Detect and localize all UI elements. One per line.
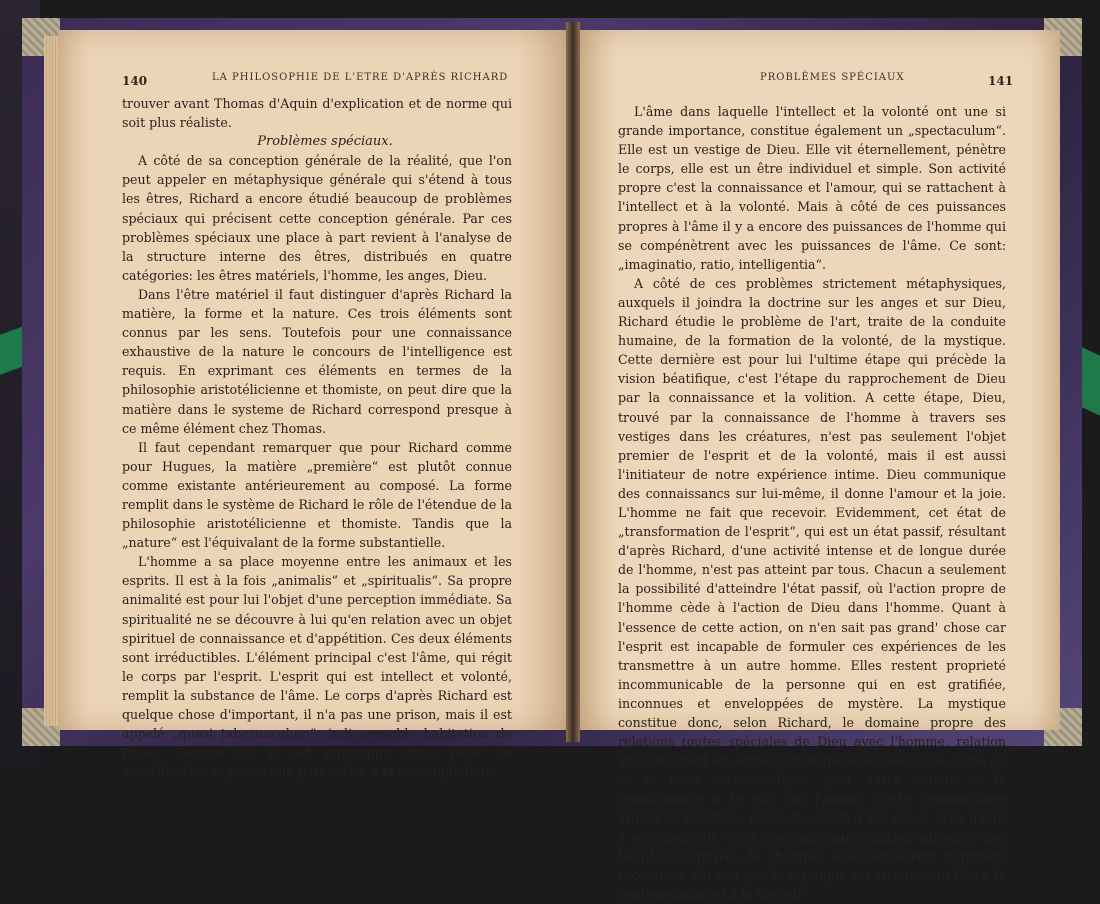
- left-paragraph: A côté de sa conception générale de la réalité, que l'on peut appeler en métaphysique générale qui s'étend à tous les êtres, Richard a encore étudié beaucoup de problèmes spéciaux qui précisent cette conception générale. Par ces problèmes spéciaux une place à part revient à l'analyse de la structure interne des êtres, distribués en quatre catégories: les êtres matériels, l'homme, les anges, Dieu.: [122, 153, 512, 283]
- left-paragraph: L'homme a sa place moyenne entre les animaux et les esprits. Il est à la fois „animalis“ et „spiritualis“. Sa propre animalité est pour lui l'objet d'une perception immédiate. Sa spiritualité ne se découvre à lui qu'en relation avec un objet spirituel de connaissance et d'appétition. Ces deux éléments sont irréductibles. L'élément principal c'est l'âme, qui régit le corps par l'esprit. L'esprit qui est intellect et volonté, remplit la substance de l'âme. Le corps d'après Richard est quelque chose d'important, il n'a pas une prison, mais il est appelé „quasi tabernaculum“, indispensable habitation de l'âme. Comme tel il est enveloppé dans l'état de sanctification et prend une part active à la contemplation.: [122, 554, 512, 780]
- left-paragraph: Il faut cependant remarquer que pour Richard comme pour Hugues, la matière „première“ est plutôt connue comme existante antérieurement au composé. La forme remplit dans le système de Richard le rôle de l'étendue de la philosophie aristotélicienne et thomiste. Tandis que la „nature“ est l'équivalant de la forme substantielle.: [122, 439, 512, 551]
- right-paragraph: A côté de ces problèmes strictement métaphysiques, auxquels il joindra la doctrine sur les anges et sur Dieu, Richard étudie le problème de l'art, traite de la conduite humaine, de la formation de la volonté, de la mystique. Cette dernière est pour lui l'ultime étape qui précède la vision béatifique, c'est l'étape du rapprochement de Dieu par la connaissance et la volition. A cette étape, Dieu, trouvé par la connaissance de l'homme à travers ses vestiges dans les créatures, n'est pas seulement l'objet premier de l'esprit et de la volonté, mais il est aussi l'initiateur de notre expérience intime. Dieu communique des connaissancs sur lui-même, il donne l'amour et la joie. L'homme ne fait que recevoir. Evidemment, cet état de „transformation de l'esprit“, qui est un état passif, résultant d'après Richard, d'une activité intense et de longue durée de l'homme, n'est pas atteint par tous. Chacun a seulement la possibilité d'atteindre l'état passif, où l'action propre de l'homme cède à l'action de Dieu dans l'homme. Quant à l'essence de cette action, on n'en sait pas grand' chose car l'esprit est incapable de formuler ces expériences de les transmettre à un autre homme. Elles restent proprieté incommunicable de la personne qui en est gratifiée, inconnues et enveloppées de mystère. La mystique constitue donc, selon Richard, le domaine propre des relations toutes spéciales de Dieu avec l'homme, relation qui consistent en amitié surnaturelle de Dieu et de l'âme où — et c'est caractéristique pour natre auteur — la connaissance a le pas sur l'amour. Cette connaissance atteint sa plénitude naturelle quant à son objet, mais quant à son mode elle s'effectue sans participation agissante des facultés cognitives de l'homme: elles demeurent purement réceptives. On voit que la mystique est étroitement liée à la contemplation et à la vie reli-: [618, 275, 1006, 902]
- left-running-head: LA PHILOSOPHIE DE L'ETRE D'APRÈS RICHARD: [212, 72, 509, 83]
- left-paragraph: Dans l'être matériel il faut distinguer d'après Richard la matière, la forme et la nature. Ces trois éléments sont connus par les sens. Toutefois pour une connaissance exhaustive de la nature le concours de l'intelligence est requis. En exprimant ces éléments en termes de la philosophie aristotélicienne et thomiste, on peut dire que la matière dans le systeme de Richard correspond presque à ce même élément chez Thomas.: [122, 286, 512, 436]
- right-page-body: [618, 102, 1006, 904]
- right-page-number: 141: [988, 74, 1014, 88]
- left-page-body: [122, 94, 512, 781]
- right-running-head: PROBLÈMES SPÉCIAUX: [760, 72, 905, 83]
- section-title: Problèmes spéciaux.: [257, 134, 393, 150]
- left-page-number: 140: [122, 74, 148, 88]
- right-paragraph: L'âme dans laquelle l'intellect et la volonté ont une si grande importance, constitue également un „spectaculum“. Elle est un vestige de Dieu. Elle vit éternellement, pénètre le corps, elle est un être individuel et simple. Son activité propre c'est la connaissance et l'amour, qui se rattachent à l'intellect et à la volonté. Mais à côté de ces puissances propres à l'âme il y a encore des puissances de l'homme qui se compénètrent avec les puissances de l'âme. Ce sont: „imaginatio, ratio, intelligentia“.: [618, 104, 1006, 272]
- left-opening-line: trouver avant Thomas d'Aquin d'explication et de norme qui soit plus réaliste.: [122, 96, 512, 131]
- book-gutter: [566, 22, 580, 742]
